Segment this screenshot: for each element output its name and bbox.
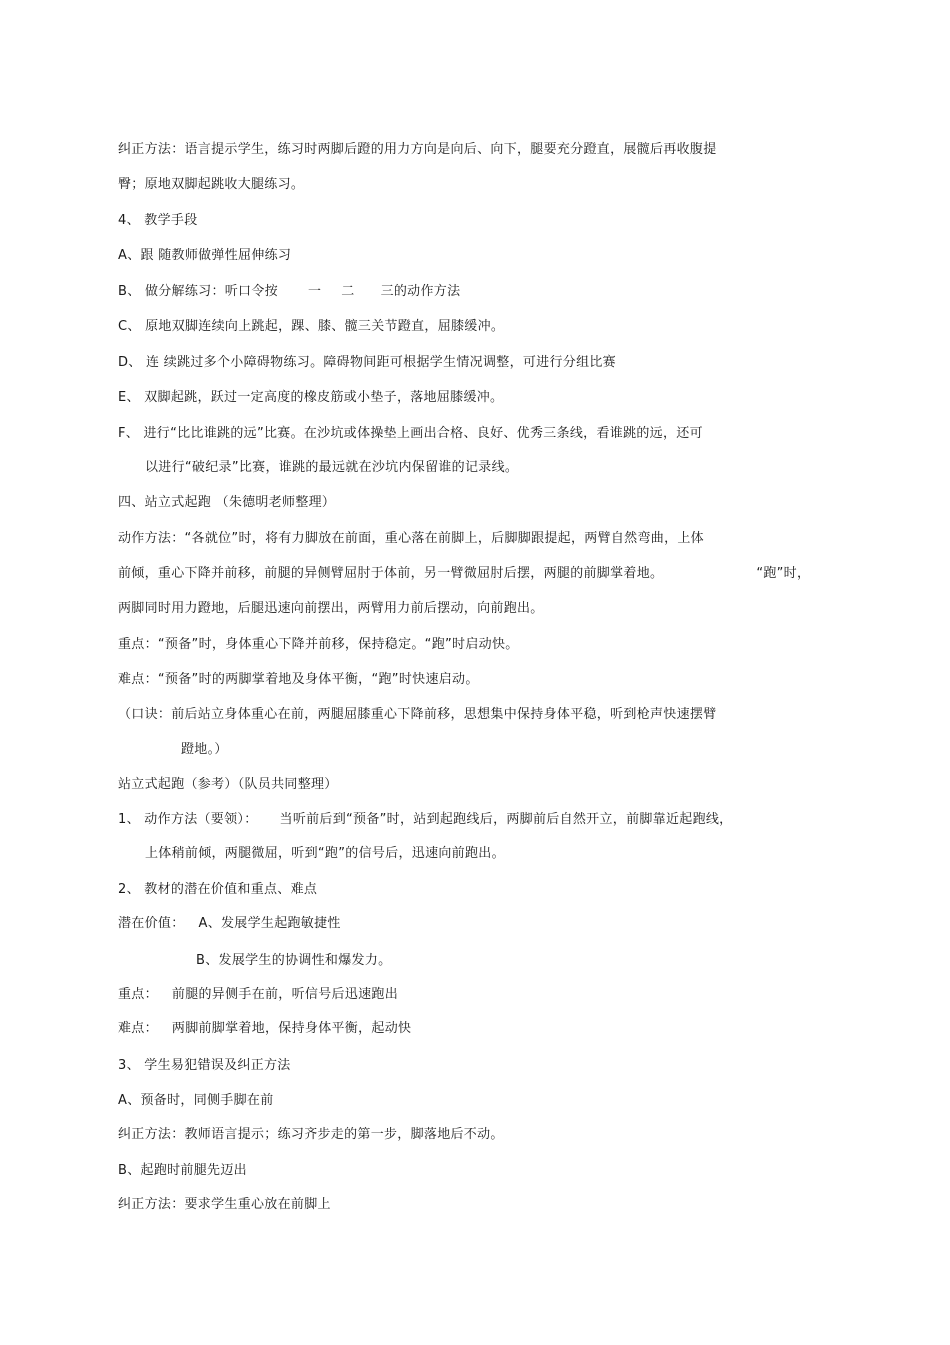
key-point-text: 前腿的异侧手在前，听信号后迅速跑出: [171, 987, 399, 1002]
text-line-key-point: 重点：“预备”时，身体重心下降并前移，保持稳定。“跑”时启动快。: [118, 637, 519, 652]
list-item-e: E、 双脚起跳，跃过一定高度的橡皮筋或小垫子，落地屈膝缓冲。: [118, 390, 504, 405]
item-1-action-method: [118, 811, 733, 829]
error-item-b: B、起跑时前腿先迈出: [118, 1163, 247, 1178]
list-item-b-text: B、 做分解练习：听口令按: [118, 284, 278, 299]
list-item-b-step-two: 二: [341, 284, 355, 299]
text-line-mnemonic-cont: 蹬地。）: [181, 742, 228, 757]
text-line-correction-method-cont: 臀；原地双脚起跳收大腿练习。: [118, 177, 305, 192]
error-item-a: A、预备时，同侧手脚在前: [118, 1093, 274, 1108]
difficulty-text: 两脚前脚掌着地，保持身体平衡，起动快: [171, 1021, 412, 1036]
text-line-action-method-cont: [118, 565, 810, 583]
list-item-b-step-one: 一: [307, 284, 322, 299]
list-item-b-step-three: 三的动作方法: [380, 284, 461, 299]
item-2-heading: 2、 教材的潜在价值和重点、难点: [118, 882, 318, 897]
error-item-b-correction: 纠正方法：要求学生重心放在前脚上: [118, 1197, 331, 1212]
text-line-action-method-end: 两脚同时用力蹬地，后腿迅速向前摆出，两臂用力前后摆动，向前跑出。: [118, 601, 544, 616]
text-line-difficulty-2: [118, 1020, 411, 1038]
text-line-action-method-cont-a: 前倾，重心下降并前移，前腿的异侧臂屈肘于体前，另一臂微屈肘后摆，两腿的前脚掌着地。: [118, 566, 664, 581]
item-3-heading: 3、 学生易犯错误及纠正方法: [118, 1058, 291, 1073]
potential-value-label: 潜在价值：: [118, 916, 185, 931]
section-heading-standing-start: 四、站立式起跑 （朱德明老师整理）: [118, 495, 336, 510]
text-line-key-point-2: [118, 986, 398, 1004]
error-item-a-correction: 纠正方法：教师语言提示；练习齐步走的第一步，脚落地后不动。: [118, 1127, 504, 1142]
text-line-action-method-cont-b: “跑”时，: [756, 566, 811, 581]
item-1-label: 1、 动作方法（要领）：: [118, 812, 258, 827]
item-1-text-cont: 上体稍前倾，两腿微屈，听到“跑”的信号后，迅速向前跑出。: [145, 846, 505, 861]
list-item-f-cont: 以进行“破纪录”比赛，谁跳的最远就在沙坑内保留谁的记录线。: [145, 460, 519, 475]
difficulty-label: 难点：: [118, 1021, 158, 1036]
text-line-action-method: 动作方法：“各就位”时，将有力脚放在前面，重心落在前脚上，后脚脚跟提起，两臂自然弯曲，上体: [118, 531, 704, 546]
text-line-difficulty: 难点：“预备”时的两脚掌着地及身体平衡，“跑”时快速启动。: [118, 672, 479, 687]
text-line-correction-method: 纠正方法：语言提示学生，练习时两脚后蹬的用力方向是向后、向下，腿要充分蹬直，展髋后再收腹提: [118, 142, 717, 157]
section-heading-standing-start-ref: 站立式起跑（参考）（队员共同整理）: [118, 777, 338, 792]
key-point-label: 重点：: [118, 987, 158, 1002]
list-item-f: F、 进行“比比谁跳的远”比赛。在沙坑或体操垫上画出合格、良好、优秀三条线，看谁跳的远，还可: [118, 426, 703, 441]
potential-value-b: B、发展学生的协调性和爆发力。: [196, 953, 392, 968]
heading-teaching-means: 4、 教学手段: [118, 213, 198, 228]
list-item-a: A、跟 随教师做弹性屈伸练习: [118, 248, 292, 263]
potential-value-a: A、发展学生起跑敏捷性: [198, 916, 341, 931]
text-line-mnemonic: （口诀：前后站立身体重心在前，两腿屈膝重心下降前移，思想集中保持身体平稳，听到枪声快速摆臂: [118, 707, 717, 722]
list-item-d: D、 连 续跳过多个小障碍物练习。障碍物间距可根据学生情况调整，可进行分组比赛: [118, 355, 616, 370]
list-item-c: C、 原地双脚连续向上跳起，踝、膝、髋三关节蹬直，屈膝缓冲。: [118, 319, 505, 334]
list-item-b: [118, 283, 460, 301]
text-line-potential-value: [118, 915, 341, 933]
item-1-text: 当听前后到“预备”时，站到起跑线后，两脚前后自然开立，前脚靠近起跑线，: [279, 812, 733, 827]
